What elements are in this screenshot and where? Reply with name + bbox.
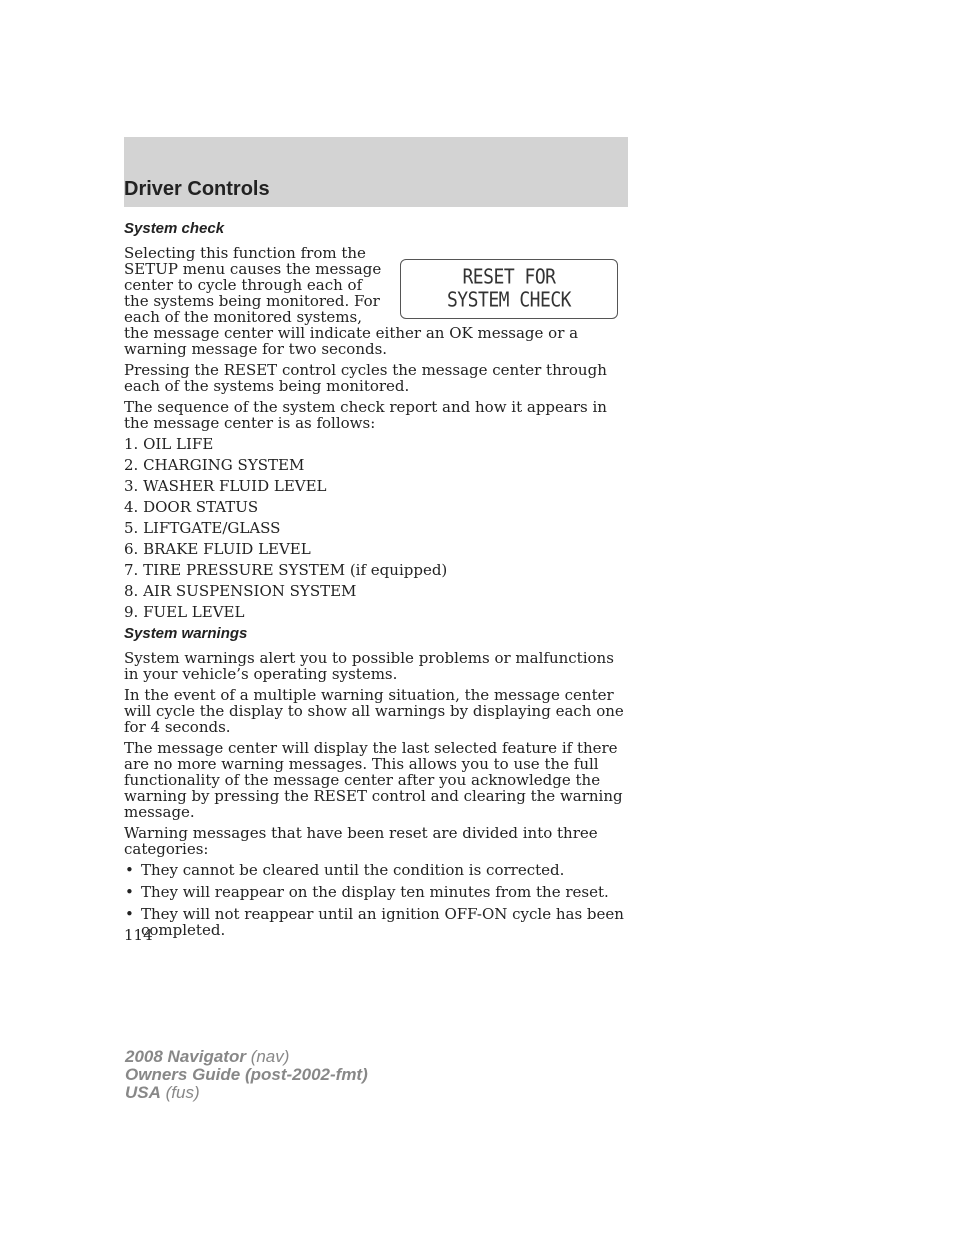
- paragraph: Warning messages that have been reset are divided into three categories:: [124, 824, 598, 858]
- footer-market-code: (fus): [165, 1083, 200, 1102]
- display-line-1: RESET FOR: [462, 265, 556, 290]
- bullet-text: They will not reappear until an ignition OFF-ON cycle has been completed.: [141, 905, 624, 939]
- list-item: 4. DOOR STATUS: [124, 498, 259, 516]
- heading-system-check: System check: [124, 220, 225, 237]
- document-footer: [125, 1048, 368, 1102]
- footer-model-code: (nav): [250, 1047, 290, 1066]
- page-content: [124, 220, 628, 944]
- warning-categories-list: [124, 862, 628, 938]
- list-item: 5. LIFTGATE/GLASS: [124, 519, 281, 537]
- page-number: 114: [124, 926, 153, 944]
- bullet-text: They will reappear on the display ten minutes from the reset.: [141, 883, 609, 901]
- bullet-text: They cannot be cleared until the condition is corrected.: [141, 861, 565, 879]
- bullet-icon: •: [125, 905, 134, 923]
- paragraph: System warnings alert you to possible problems or malfunctions in your vehicle’s operating systems.: [124, 649, 614, 683]
- section-title: Driver Controls: [124, 178, 270, 200]
- bullet-icon: •: [125, 883, 134, 901]
- bullet-item: [124, 906, 628, 938]
- paragraph: The sequence of the system check report and how it appears in the message center is as follows:: [124, 398, 607, 432]
- list-item: 9. FUEL LEVEL: [124, 603, 245, 621]
- paragraph: In the event of a multiple warning situation, the message center will cycle the display to show all warnings by displaying each one for 4 seconds.: [124, 686, 624, 736]
- list-item: 1. OIL LIFE: [124, 435, 214, 453]
- paragraph: Pressing the RESET control cycles the message center through each of the systems being monitored.: [124, 361, 607, 395]
- footer-market: USA: [125, 1083, 161, 1102]
- list-item: 7. TIRE PRESSURE SYSTEM (if equipped): [124, 561, 448, 579]
- display-line-2: SYSTEM CHECK: [446, 288, 572, 313]
- list-item: 3. WASHER FLUID LEVEL: [124, 477, 327, 495]
- heading-system-warnings: System warnings: [124, 625, 248, 642]
- bullet-item: [124, 862, 628, 878]
- list-item: 6. BRAKE FLUID LEVEL: [124, 540, 311, 558]
- section-header-band: [124, 137, 628, 207]
- footer-line-1: [125, 1048, 368, 1066]
- footer-guide: Owners Guide (post-2002-fmt): [125, 1065, 368, 1084]
- system-check-list: [124, 436, 628, 620]
- paragraph: The message center will display the last selected feature if there are no more warning messages. This allows you to use the full functionality of the message center after you acknowledge the warning by pressing the RESET control and clearing the warning message.: [124, 739, 623, 821]
- message-center-display-illustration: [400, 259, 618, 319]
- paragraph: Selecting this function from the SETUP menu causes the message center to cycle through each of the systems being monitored. For each of the monitored systems, the message center will indicate either an OK message or a warning message for two seconds.: [124, 244, 579, 358]
- list-item: 2. CHARGING SYSTEM: [124, 456, 305, 474]
- footer-model: 2008 Navigator: [125, 1047, 246, 1066]
- footer-line-3: [125, 1084, 368, 1102]
- bullet-item: [124, 884, 628, 900]
- footer-line-2: [125, 1066, 368, 1084]
- list-item: 8. AIR SUSPENSION SYSTEM: [124, 582, 357, 600]
- bullet-icon: •: [125, 861, 134, 879]
